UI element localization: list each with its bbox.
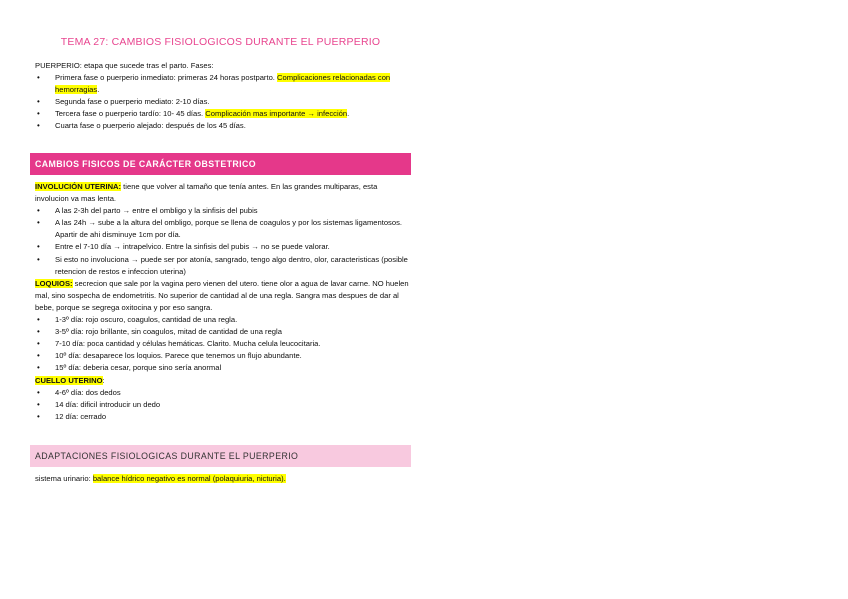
list-item: • 4-6º día: dos dedos <box>35 387 411 399</box>
list-item: • Tercera fase o puerperio tardío: 10- 45 días. Complicación mas importante → infección. <box>35 108 411 120</box>
loquios-paragraph: LOQUIOS: secrecion que sale por la vagina pero vienen del utero. tiene olor a agua de lavar carne. NO huelen mal, sino sospecha de endometritis. No superior de cantidad al de una regla. Sangra mas despues de dar al bebe, porque se segrega oxitocina y por eso sangra. <box>35 278 409 312</box>
list-item: • Segunda fase o puerperio mediato: 2-10 días. <box>35 96 411 108</box>
cuello-list <box>35 387 411 423</box>
cuello-label: CUELLO UTERINO <box>35 375 103 385</box>
involucion-list <box>35 205 411 278</box>
involucion-paragraph: INVOLUCIÓN UTERINA: tiene que volver al tamaño que tenía antes. En las grandes multiparas, esta involucion va mas lenta. <box>35 182 378 204</box>
highlight-text: balance hídrico negativo es normal (polaquiuria, nicturia). <box>92 474 286 483</box>
list-item: • 14 día: dificil introducir un dedo <box>35 399 411 411</box>
list-item: • 7-10 día: poca cantidad y células hemáticas. Clarito. Mucha celula leucocitaria. <box>35 338 411 350</box>
cuello-paragraph: CUELLO UTERINO: <box>35 375 105 385</box>
list-item: • Cuarta fase o puerperio alejado: después de los 45 días. <box>35 120 411 132</box>
fases-list <box>35 72 411 132</box>
list-item: • Si esto no involuciona → puede ser por atonía, sangrado, tengo algo dentro, olor, caracteristicas (posible retencion de restos e infeccion uterina) <box>35 254 411 278</box>
urinario-line: sistema urinario: balance hídrico negativo es normal (polaquiuria, nicturia). <box>35 474 286 483</box>
loquios-label: LOQUIOS: <box>35 278 73 288</box>
list-item: • A las 24h → sube a la altura del ombligo, porque se llena de coagulos y por los sistemas ligamentosos. Apartir de ahi disminuye 1cm por día. <box>35 217 411 241</box>
intro-block <box>35 60 411 133</box>
highlight-text: Complicación mas importante → infección <box>205 109 348 119</box>
list-item: • 10º día: desaparece los loquios. Parece que tenemos un flujo abundante. <box>35 350 411 362</box>
section-heading-obstetric: CAMBIOS FISICOS DE CARÁCTER OBSTETRICO <box>30 153 411 175</box>
obstetric-content <box>35 181 411 423</box>
list-item: • 15º día: deberia cesar, porque sino sería anormal <box>35 362 411 374</box>
list-item: • 1-3º día: rojo oscuro, coagulos, cantidad de una regla. <box>35 314 411 326</box>
list-item: • Primera fase o puerperio inmediato: primeras 24 horas postparto. Complicaciones relacionadas con hemorragias. <box>35 72 411 96</box>
section-heading-adaptaciones: ADAPTACIONES FISIOLOGICAS DURANTE EL PUERPERIO <box>30 445 411 467</box>
involucion-label: INVOLUCIÓN UTERINA: <box>35 182 122 191</box>
document-title: TEMA 27: CAMBIOS FISIOLOGICOS DURANTE EL PUERPERIO <box>60 36 381 48</box>
intro-text: PUERPERIO: etapa que sucede tras el parto. Fases: <box>35 61 214 70</box>
list-item: • A las 2-3h del parto → entre el ombligo y la sinfisis del pubis <box>35 205 411 217</box>
list-item: • Entre el 7-10 día → intrapelvico. Entre la sinfisis del pubis → no se puede valorar. <box>35 241 411 253</box>
adaptaciones-content <box>35 473 411 485</box>
list-item: • 3-5º día: rojo brillante, sin coagulos, mitad de cantidad de una regla <box>35 326 411 338</box>
highlight-text: Complicaciones relacionadas con hemorragias <box>55 73 391 95</box>
loquios-list <box>35 314 411 374</box>
list-item: • 12 día: cerrado <box>35 411 411 423</box>
